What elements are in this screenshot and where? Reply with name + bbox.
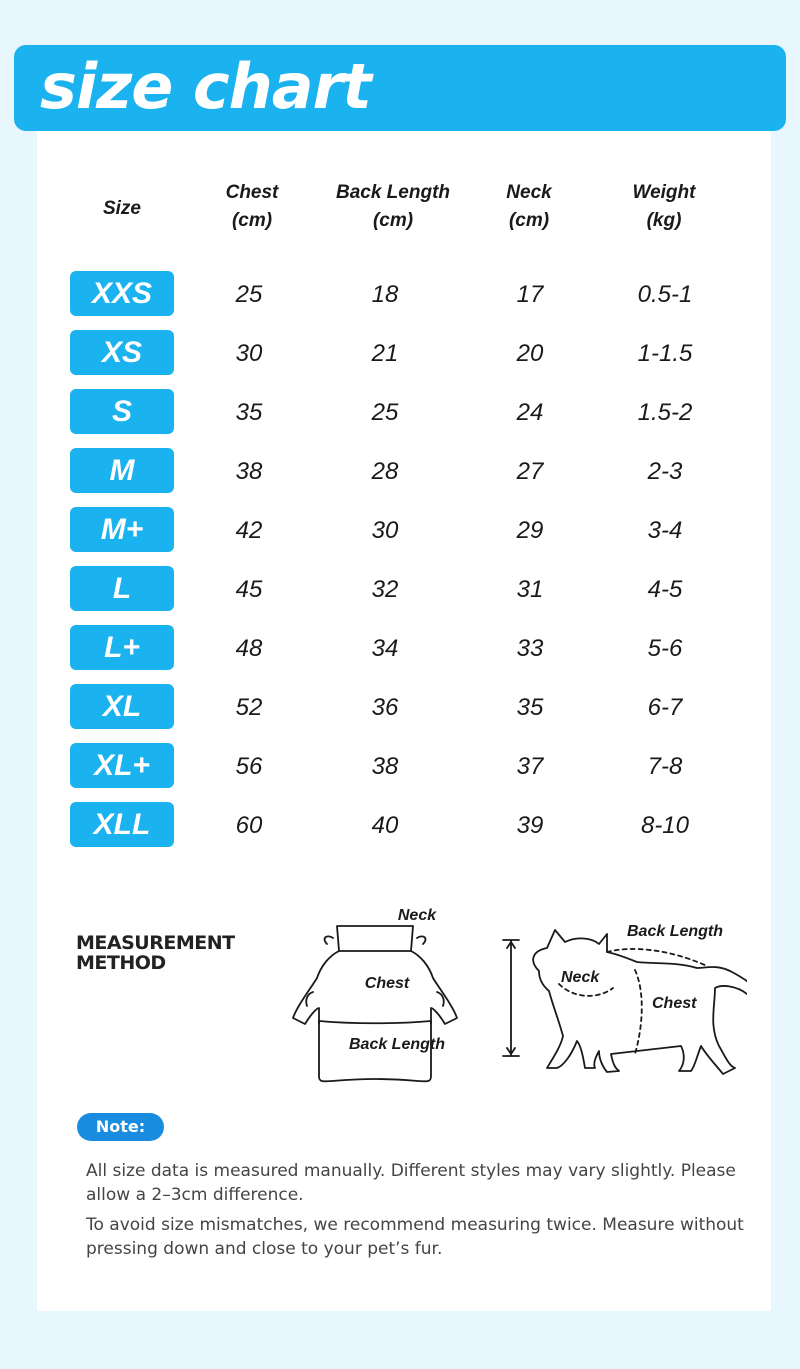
col-header-neck: Neck (cm) xyxy=(506,182,552,231)
header-banner xyxy=(14,45,786,131)
cell-back: 30 xyxy=(371,517,399,544)
garment-icon xyxy=(293,926,457,1081)
cell-chest: 45 xyxy=(235,576,263,603)
cell-neck: 24 xyxy=(516,399,544,426)
cell-weight: 8-10 xyxy=(640,812,690,839)
col-header-weight: Weight (kg) xyxy=(632,182,696,231)
cell-weight: 4-5 xyxy=(647,576,683,603)
size-badge: XL+ xyxy=(70,743,174,788)
cell-chest: 25 xyxy=(235,281,263,308)
cell-neck: 39 xyxy=(516,812,544,839)
cell-weight: 1-1.5 xyxy=(637,340,693,367)
cell-chest: 38 xyxy=(235,458,263,485)
cell-neck: 17 xyxy=(516,281,544,308)
size-badge: M+ xyxy=(70,507,174,552)
cell-chest: 52 xyxy=(235,694,263,721)
measurement-illustration xyxy=(277,896,747,1126)
size-chart-card xyxy=(37,131,771,1311)
cell-chest: 30 xyxy=(235,340,263,367)
size-badge: S xyxy=(70,389,174,434)
size-badge: XLL xyxy=(70,802,174,847)
cell-weight: 0.5-1 xyxy=(637,281,693,308)
note-badge: Note: xyxy=(77,1113,164,1141)
cell-back: 36 xyxy=(371,694,399,721)
cell-back: 40 xyxy=(371,812,399,839)
cell-back: 34 xyxy=(371,635,399,662)
cell-back: 18 xyxy=(371,281,399,308)
col-header-back-length: Back Length (cm) xyxy=(335,182,451,231)
cell-weight: 2-3 xyxy=(647,458,683,485)
cell-back: 32 xyxy=(371,576,399,603)
garment-back-length-label: Back Length xyxy=(348,1036,446,1053)
cell-back: 28 xyxy=(371,458,399,485)
size-badge: L xyxy=(70,566,174,611)
cell-neck: 29 xyxy=(516,517,544,544)
cell-chest: 42 xyxy=(235,517,263,544)
cell-chest: 60 xyxy=(235,812,263,839)
size-badge: L+ xyxy=(70,625,174,670)
size-badge: XS xyxy=(70,330,174,375)
cell-weight: 6-7 xyxy=(647,694,683,721)
note-text-2: To avoid size mismatches, we recommend measuring twice. Measure without pressing down and close to your pet’s fur. xyxy=(86,1215,744,1259)
cell-chest: 48 xyxy=(235,635,263,662)
cell-weight: 3-4 xyxy=(647,517,683,544)
cat-icon xyxy=(533,930,747,1074)
cell-weight: 5-6 xyxy=(647,635,683,662)
col-header-chest: Chest (cm) xyxy=(225,182,279,231)
size-badge: XL xyxy=(70,684,174,729)
note-text-1: All size data is measured manually. Different styles may vary slightly. Please allow a 2–3cm difference. xyxy=(86,1161,736,1205)
cell-neck: 37 xyxy=(516,753,544,780)
cell-back: 21 xyxy=(371,340,399,367)
cell-chest: 56 xyxy=(235,753,263,780)
cell-back: 25 xyxy=(371,399,399,426)
cell-neck: 33 xyxy=(516,635,544,662)
pet-neck-label: Neck xyxy=(561,969,600,986)
cell-weight: 1.5-2 xyxy=(637,399,693,426)
page-title: size chart xyxy=(40,50,371,123)
size-badge: M xyxy=(70,448,174,493)
cell-neck: 27 xyxy=(516,458,544,485)
cell-neck: 20 xyxy=(516,340,544,367)
cell-neck: 31 xyxy=(516,576,544,603)
cell-chest: 35 xyxy=(235,399,263,426)
cell-neck: 35 xyxy=(516,694,544,721)
measurement-method-title: MEASUREMENT METHOD xyxy=(76,932,235,974)
pet-back-length-label: Back Length xyxy=(627,923,724,940)
cell-weight: 7-8 xyxy=(647,753,683,780)
cell-back: 38 xyxy=(371,753,399,780)
garment-chest-label: Chest xyxy=(364,975,410,992)
col-header-size: Size xyxy=(102,198,142,219)
size-badge: XXS xyxy=(70,271,174,316)
garment-neck-label: Neck xyxy=(397,907,437,924)
pet-chest-label: Chest xyxy=(652,995,697,1012)
back-length-arrow-icon xyxy=(503,940,519,1056)
